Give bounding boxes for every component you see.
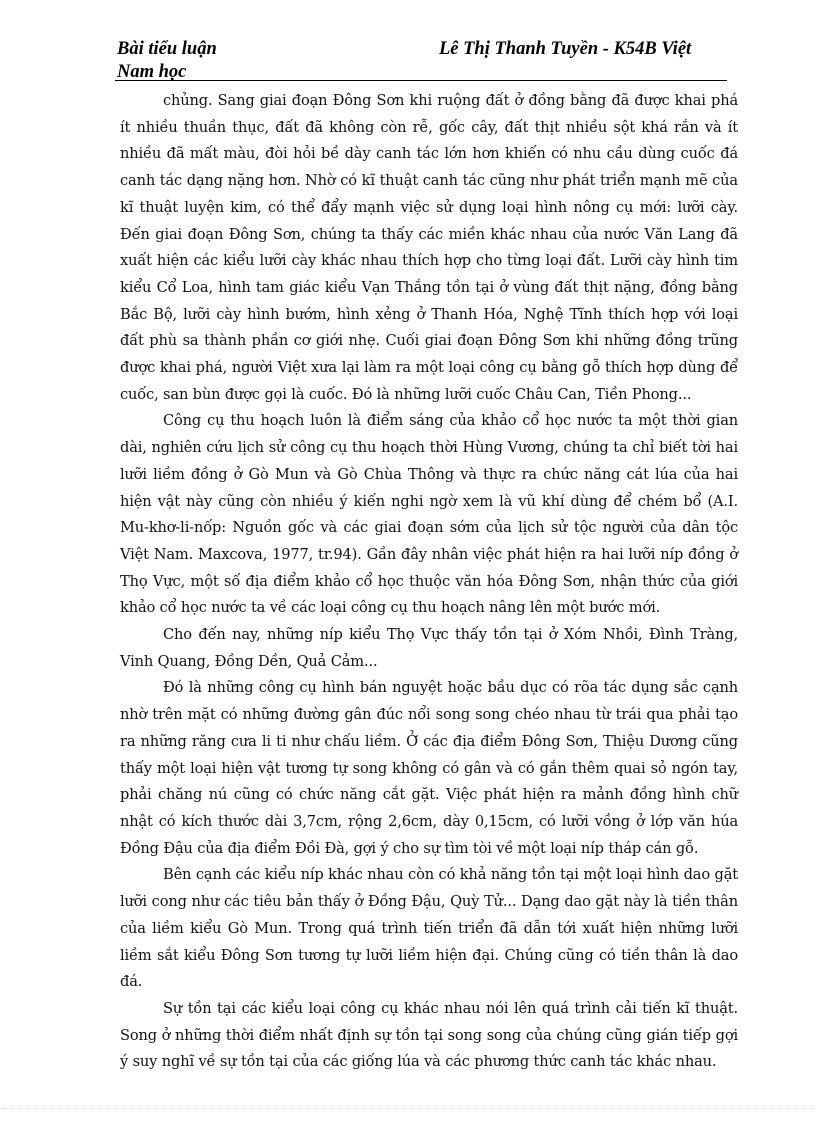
page-bottom-border <box>0 1108 816 1109</box>
paragraph: Đó là những công cụ hình bán nguyệt hoặc bầu dục có rõa tác dụng sắc cạnh nhờ trên mặt có những đường gân đúc nổi song song chéo nhau từ trái qua phải tạo ra những răng cưa li ti như chấu liềm. Ở các địa điểm Đông Sơn, Thiệu Dương cũng thấy một loại hiện vật tương tự song không có gân và có gắn thêm quai sỏ ngón tay, phải chăng nú cũng có chức năng cắt gặt. Việc phát hiện ra mảnh đồng hình chữ nhật có kích thước dài 3,7cm, rộng 2,6cm, dày 0,15cm, có lưỡi vồng ở lớp văn húa Đồng Đậu của địa điểm Đồi Đà, gợi ý cho sự tìm tòi về một loại níp tháp cán gỗ. <box>120 679 738 857</box>
paragraph: Cho đến nay, những níp kiểu Thọ Vực thấy tồn tại ở Xóm Nhồi, Đình Tràng, Vinh Quang, Đồng Dền, Quả Cảm... <box>120 626 738 670</box>
header-title-continued: Nam học <box>117 62 187 82</box>
body-text <box>120 88 738 1076</box>
paragraph: Bên cạnh các kiểu níp khác nhau còn có khả năng tồn tại một loại hình dao gặt lưỡi cong như các tiêu bản thấy ở Đồng Đậu, Quỳ Tử... Dạng dao gặt này là tiền thân của liềm kiểu Gò Mun. Trong quá trình tiến triển đã dẫn tới xuất hiện những lưỡi liềm sắt kiểu Đông Sơn tương tự lưỡi liềm hiện đại. Chúng cũng có tiền thân là dao đá. <box>120 866 738 991</box>
paragraph: Công cụ thu hoạch luôn là điểm sáng của khảo cổ học nước ta một thời gian dài, nghiên cứu lịch sử công cụ thu hoạch thời Hùng Vương, chúng ta chỉ biết tời hai lưỡi liềm đồng ở Gò Mun và Gò Chùa Thông và thực ra chức năng cát lúa của hai hiện vật này cũng còn nhiều ý kiến nghi ngờ xem là vũ khí dùng để chém bổ (A.I. Mu-khơ-li-nốp: Nguồn gốc và các giai đoạn sớm của lịch sử tộc người của dân tộc Việt Nam. Maxcova, 1977, tr.94). Gần đây nhân việc phát hiện ra hai lưỡi níp đồng ở Thọ Vực, một số địa điểm khảo cổ học thuộc văn hóa Đông Sơn, nhận thức của giới khảo cổ học nước ta về các loại công cụ thu hoạch nâng lên một bước mới. <box>120 412 738 617</box>
header-title: Bài tiểu luận <box>117 39 217 59</box>
paragraph: Sự tồn tại các kiểu loại công cụ khác nhau nói lên quá trình cải tiến kĩ thuật. Song ở những thời điểm nhất định sự tồn tại song song của chúng cũng gián tiếp gợi ý suy nghĩ về sự tồn tại của các giống lúa và các phương thức canh tác khác nhau. <box>120 999 738 1071</box>
header-author: Lê Thị Thanh Tuyền - K54B Việt <box>439 39 692 59</box>
paragraph: chủng. Sang giai đoạn Đông Sơn khi ruộng đất ở đồng bằng đã được khai phá ít nhiều thuần thục, đất đã không còn rễ, gốc cây, đất thịt nhiều sột khá rắn và ít nhiều đã mất màu, đòi hỏi bề dày canh tác lớn hơn khiến có nhu cầu dùng cuốc đá canh tác dạng nặng hơn. Nhờ có kĩ thuật canh tác cũng như phát triển mạnh mẽ của kĩ thuật luyện kim, có thể đẩy mạnh việc sử dụng loại hình nông cụ mới: lưỡi cày. Đến giai đoạn Đông Sơn, chúng ta thấy các miền khác nhau của nước Văn Lang đã xuất hiện các kiểu lưỡi cày khác nhau thích hợp cho từng loại đất. Lưỡi cày hình tim kiểu Cổ Loa, hình tam giác kiểu Vạn Thắng tồn tại ở vùng đất thịt nặng, đồng bằng Bắc Bộ, lưỡi cày hình bướm, hình xẻng ở Thanh Hóa, Nghệ Tĩnh thích hợp với loại đất phù sa thành phần cơ giới nhẹ. Cuối giai đoạn Đông Sơn khi những đồng trũng được khai phá, người Việt xưa lại làm ra một loại công cụ bằng gỗ thích hợp dùng để cuốc, san bùn được gọi là cuốc. Đó là những lưỡi cuốc Châu Can, Tiền Phong... <box>120 92 738 403</box>
header-rule <box>115 80 727 81</box>
